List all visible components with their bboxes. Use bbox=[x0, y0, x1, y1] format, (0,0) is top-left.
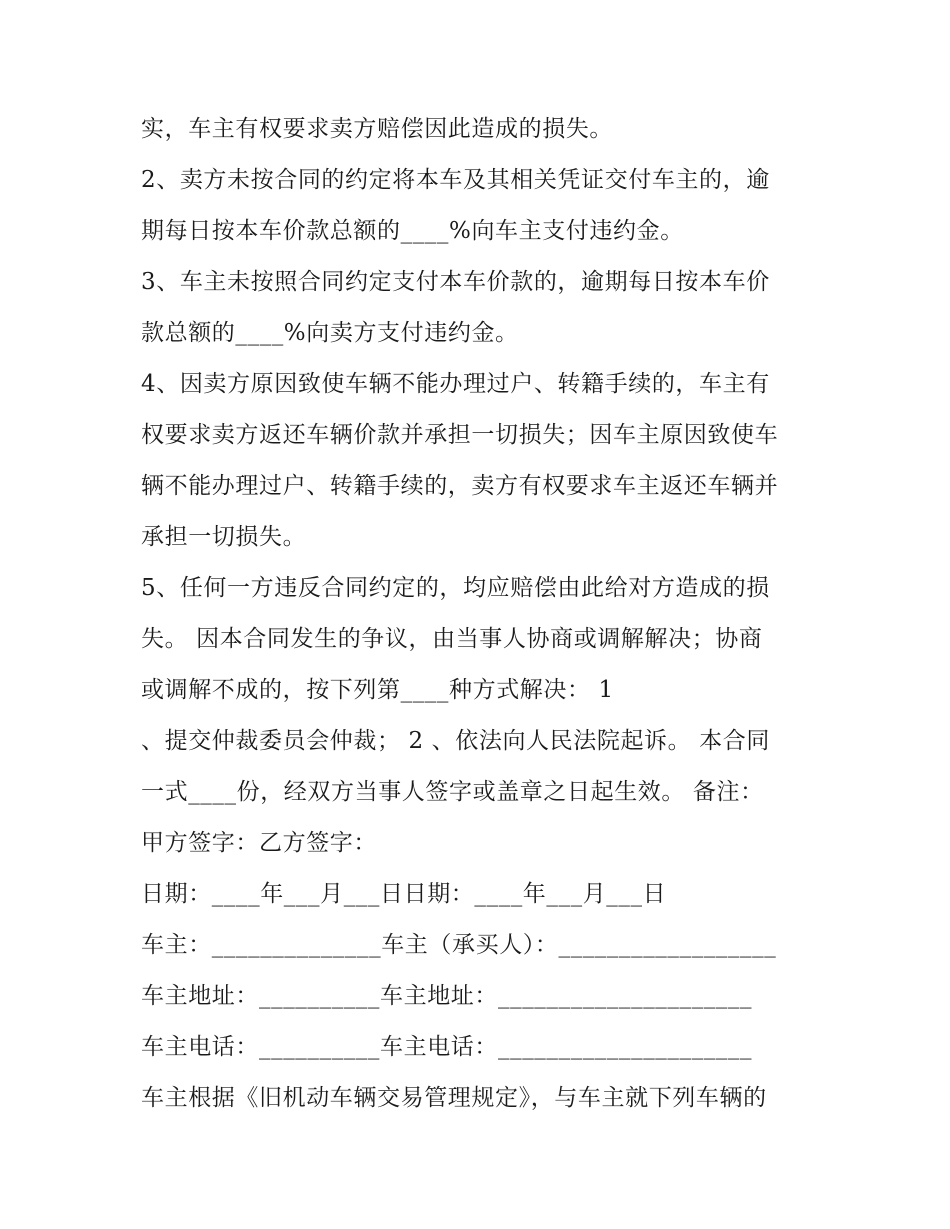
text-line: 4、因卖方原因致使车辆不能办理过户、转籍手续的，车主有 bbox=[141, 371, 770, 397]
text-line: 日期：____年___月___日日期：____年___月___日 bbox=[141, 881, 667, 907]
text-line: 失。 因本合同发生的争议，由当事人协商或调解解决；协商 bbox=[141, 626, 763, 652]
text-line: 实，车主有权要求卖方赔偿因此造成的损失。 bbox=[141, 116, 613, 142]
text-line: 或调解不成的，按下列第____种方式解决： 1 bbox=[141, 677, 614, 703]
text-line: 车主电话：__________车主电话：_____________________ bbox=[141, 1034, 753, 1060]
text-line: 车主：______________车主（承买人）：__________________ bbox=[141, 932, 777, 958]
text-line: 车主地址：__________车主地址：_____________________ bbox=[141, 983, 753, 1009]
text-line: 2、卖方未按合同的约定将本车及其相关凭证交付车主的，逾 bbox=[141, 167, 770, 193]
text-line: 承担一切损失。 bbox=[141, 524, 307, 550]
text-line: 期每日按本车价款总额的____%向车主支付违约金。 bbox=[141, 218, 684, 244]
text-line: 甲方签字：乙方签字： bbox=[141, 830, 377, 856]
text-line: 3、车主未按照合同约定支付本车价款的，逾期每日按本车价 bbox=[141, 269, 770, 295]
text-line: 权要求卖方返还车辆价款并承担一切损失；因车主原因致使车 bbox=[141, 422, 779, 448]
text-line: 辆不能办理过户、转籍手续的，卖方有权要求车主返还车辆并 bbox=[141, 473, 779, 499]
text-line: 一式____份，经双方当事人签字或盖章之日起生效。 备注： bbox=[141, 779, 764, 805]
text-line: 5、任何一方违反合同约定的，均应赔偿由此给对方造成的损 bbox=[141, 575, 770, 601]
text-line: 款总额的____%向卖方支付违约金。 bbox=[141, 320, 519, 346]
text-line: 车主根据《旧机动车辆交易管理规定》，与车主就下列车辆的 bbox=[141, 1085, 767, 1111]
text-line: 、提交仲裁委员会仲裁； 2 、依法向人民法院起诉。 本合同 bbox=[141, 728, 770, 754]
